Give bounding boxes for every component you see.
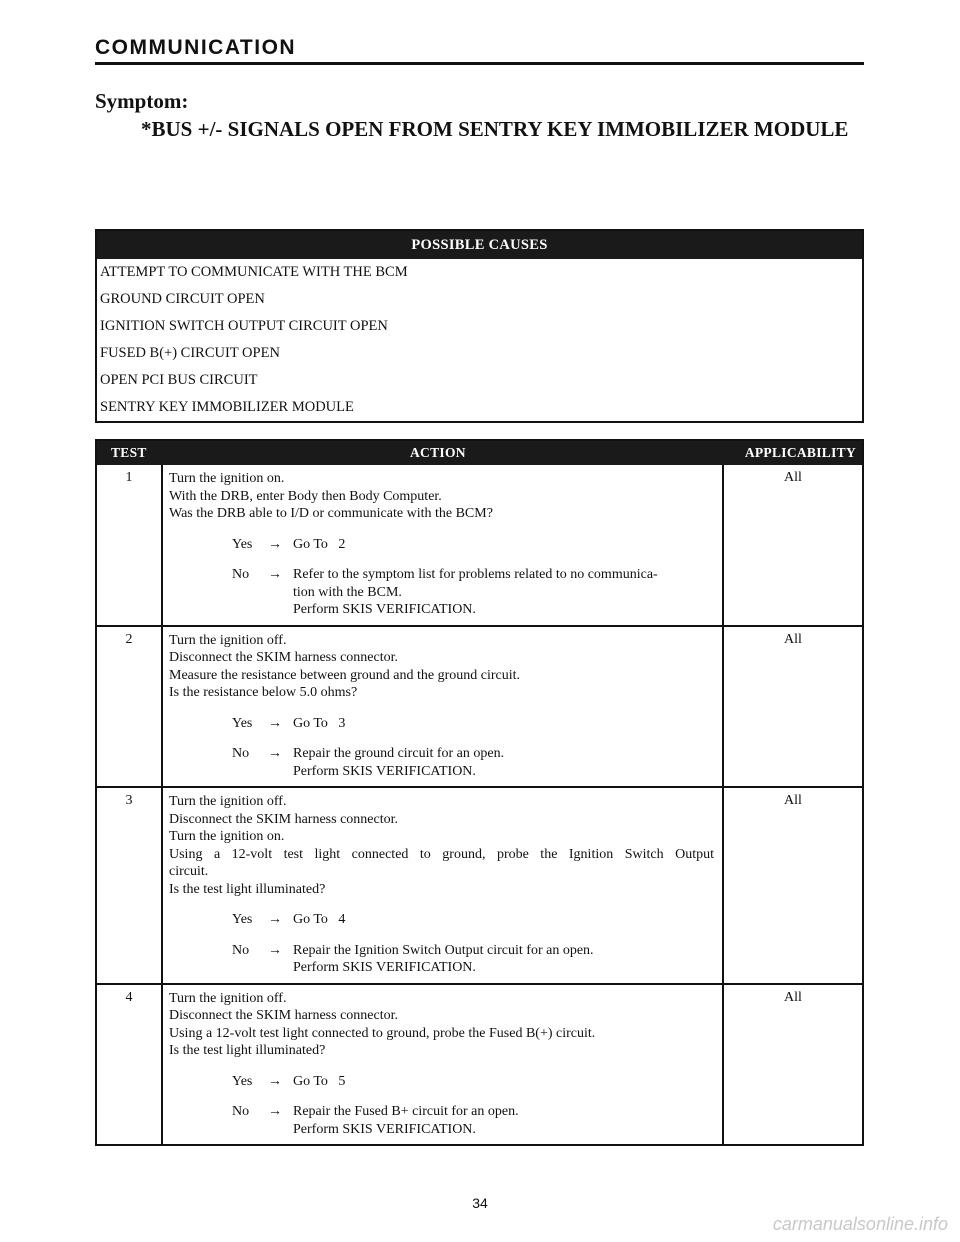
- yes-label: Yes: [232, 912, 253, 927]
- test-row: [97, 786, 862, 983]
- test-number: 1: [97, 465, 163, 625]
- cause-item: FUSED B(+) CIRCUIT OPEN: [100, 345, 280, 361]
- arrow-icon: →: [268, 536, 282, 552]
- no-result: [169, 745, 714, 780]
- result-text: tion with the BCM.: [293, 584, 402, 600]
- test-applicability: All: [722, 788, 862, 983]
- no-label: No: [232, 567, 250, 582]
- action-line: Is the test light illuminated?: [169, 881, 326, 897]
- section-title: COMMUNICATION: [95, 36, 297, 59]
- possible-causes-table: [95, 229, 864, 423]
- action-line: Was the DRB able to I/D or communicate with the BCM?: [169, 506, 493, 521]
- section-divider: [95, 62, 864, 65]
- yes-result: [169, 1073, 714, 1091]
- no-result: [169, 566, 714, 619]
- result-text: Perform SKIS VERIFICATION.: [293, 763, 476, 779]
- action-line: Disconnect the SKIM harness connector.: [169, 1008, 398, 1023]
- cause-item: IGNITION SWITCH OUTPUT CIRCUIT OPEN: [100, 318, 388, 334]
- watermark: carmanualsonline.info: [772, 1214, 948, 1234]
- arrow-icon: →: [268, 567, 282, 582]
- arrow-icon: →: [268, 942, 282, 958]
- cause-item: ATTEMPT TO COMMUNICATE WITH THE BCM: [100, 264, 408, 280]
- test-row: [97, 983, 862, 1145]
- action-line: Is the test light illuminated?: [169, 1043, 326, 1058]
- test-number: 2: [97, 627, 163, 787]
- test-action: [165, 465, 720, 625]
- no-label: No: [232, 942, 250, 958]
- yes-label: Yes: [232, 536, 253, 552]
- arrow-icon: →: [268, 912, 282, 927]
- test-row: [97, 465, 862, 625]
- header-action: ACTION: [410, 445, 466, 460]
- result-text: Go To 4: [293, 912, 346, 927]
- no-label: No: [232, 746, 250, 761]
- result-text: Repair the ground circuit for an open.: [293, 746, 505, 761]
- arrow-icon: →: [268, 1073, 282, 1089]
- result-text: Perform SKIS VERIFICATION.: [293, 1121, 476, 1137]
- cause-item: SENTRY KEY IMMOBILIZER MODULE: [100, 399, 354, 415]
- yes-result: [169, 715, 714, 733]
- action-line: Measure the resistance between ground and the ground circuit.: [169, 667, 521, 683]
- test-applicability: All: [722, 627, 862, 787]
- test-number: 3: [97, 788, 163, 983]
- result-text: Repair the Ignition Switch Output circuit for an open.: [293, 942, 594, 958]
- result-text: Go To 3: [293, 715, 346, 731]
- cause-item: GROUND CIRCUIT OPEN: [100, 291, 265, 307]
- action-line: Turn the ignition on.: [169, 829, 285, 844]
- arrow-icon: →: [268, 715, 282, 731]
- action-line: Turn the ignition off.: [169, 632, 287, 648]
- action-line: Turn the ignition off.: [169, 990, 287, 1006]
- action-line: Turn the ignition on.: [169, 471, 285, 486]
- yes-result: [169, 911, 714, 929]
- test-row: [97, 625, 862, 787]
- action-line: Turn the ignition off.: [169, 794, 287, 809]
- result-text: Perform SKIS VERIFICATION.: [293, 960, 476, 975]
- symptom-title: *BUS +/- SIGNALS OPEN FROM SENTRY KEY IMMOBILIZER MODULE: [141, 117, 849, 141]
- yes-label: Yes: [232, 1073, 253, 1089]
- action-line: Disconnect the SKIM harness connector.: [169, 650, 398, 665]
- test-applicability: All: [722, 985, 862, 1145]
- test-action: [165, 627, 720, 787]
- action-line: Is the resistance below 5.0 ohms?: [169, 685, 358, 700]
- arrow-icon: →: [268, 1104, 282, 1119]
- test-number: 4: [97, 985, 163, 1145]
- no-label: No: [232, 1104, 250, 1119]
- header-test: TEST: [111, 445, 147, 460]
- result-text: Perform SKIS VERIFICATION.: [293, 602, 476, 617]
- action-line: Using a 12-volt test light connected to ground, probe the Fused B(+) circuit.: [169, 1025, 596, 1041]
- test-table-header: [97, 441, 862, 465]
- action-line: circuit.: [169, 864, 209, 879]
- action-line: Using a 12-volt test light connected to ground, probe the Ignition Switch Output: [169, 846, 714, 862]
- yes-result: [169, 536, 714, 554]
- yes-label: Yes: [232, 715, 253, 731]
- header-applicability: APPLICABILITY: [744, 445, 856, 460]
- action-line: With the DRB, enter Body then Body Computer.: [169, 488, 442, 504]
- no-result: [169, 1103, 714, 1138]
- result-text: Go To 2: [293, 536, 346, 552]
- result-text: Refer to the symptom list for problems related to no communica-: [293, 567, 658, 582]
- no-result: [169, 942, 714, 977]
- test-applicability: All: [722, 465, 862, 625]
- page-number: 34: [472, 1195, 488, 1211]
- symptom-label: Symptom:: [95, 89, 189, 113]
- result-text: Go To 5: [293, 1073, 346, 1089]
- test-action: [165, 788, 720, 983]
- possible-causes-header: POSSIBLE CAUSES: [97, 231, 862, 259]
- result-text: Repair the Fused B+ circuit for an open.: [293, 1104, 519, 1119]
- cause-item: OPEN PCI BUS CIRCUIT: [100, 372, 258, 388]
- arrow-icon: →: [268, 746, 282, 761]
- test-action-table: [95, 439, 864, 1146]
- action-line: Disconnect the SKIM harness connector.: [169, 811, 398, 827]
- test-action: [165, 985, 720, 1145]
